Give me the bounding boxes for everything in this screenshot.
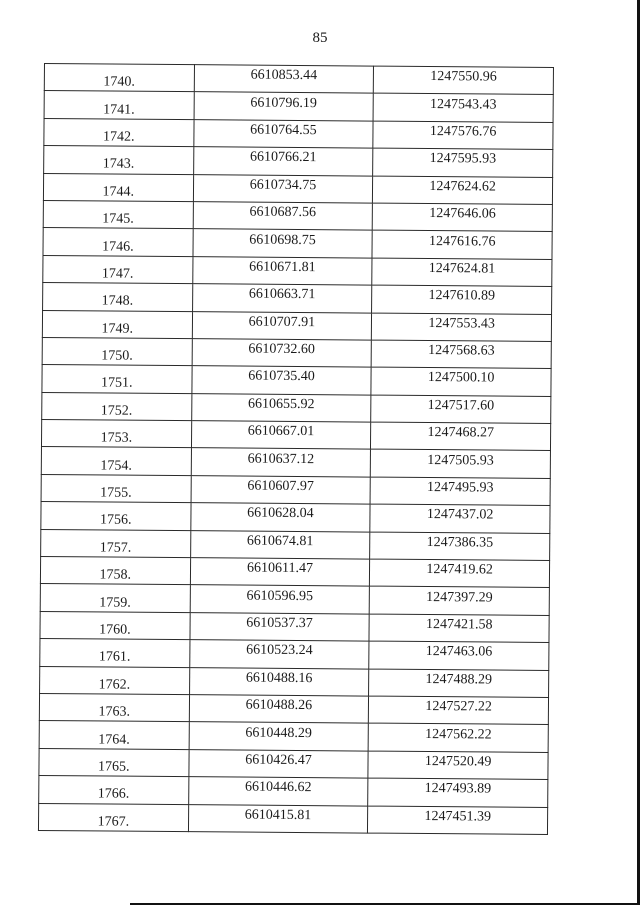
point-number-text: 1748. [101,293,134,310]
y-coordinate-cell [370,477,550,506]
table-row [43,255,552,286]
x-coordinate-cell [192,339,372,368]
point-number-text: 1751. [100,375,133,392]
table-row [41,447,550,478]
point-number-cell [41,529,191,558]
y-coordinate-cell [371,450,551,479]
point-number-text: 1766. [97,786,130,803]
x-coordinate-text: 6610537.37 [246,615,313,632]
x-coordinate-cell [192,284,372,313]
point-number-cell [43,200,193,229]
point-number-text: 1742. [102,129,135,145]
x-coordinate-text: 6610596.95 [246,588,314,604]
table-row [42,392,551,423]
y-coordinate-text: 1247437.02 [426,507,494,523]
point-number-text: 1758. [99,567,132,583]
point-number-cell [38,803,188,832]
point-number-text: 1749. [101,321,134,337]
point-number-cell [44,118,194,147]
point-number-cell [42,392,192,421]
y-coordinate-text: 1247386.35 [426,534,494,551]
table-row [40,639,549,670]
y-coordinate-text: 1247624.81 [428,260,496,277]
point-number-cell [44,91,194,120]
x-coordinate-cell [190,530,370,559]
point-number-text: 1759. [99,595,131,611]
point-number-cell [41,420,191,449]
point-number-text: 1753. [100,430,133,446]
x-coordinate-cell [188,777,368,806]
table-row [40,611,549,642]
y-coordinate-text: 1247419.62 [426,562,493,578]
y-coordinate-cell [373,176,553,205]
y-coordinate-text: 1247595.93 [429,151,497,167]
point-number-cell [40,584,190,613]
x-coordinate-text: 6610796.19 [250,95,317,111]
y-coordinate-text: 1247520.49 [424,753,492,770]
table-row [39,748,548,779]
x-coordinate-text: 6610607.97 [247,478,314,495]
x-coordinate-text: 6610687.56 [249,204,317,221]
y-coordinate-text: 1247488.29 [425,671,493,688]
table-row [41,502,550,533]
y-coordinate-cell [373,148,553,177]
table-row [40,666,549,697]
y-coordinate-cell [371,367,551,396]
x-coordinate-text: 6610415.81 [244,807,312,823]
x-coordinate-cell [193,229,373,258]
point-number-cell [39,721,189,750]
point-number-text: 1756. [99,512,132,529]
y-coordinate-text: 1247500.10 [427,370,495,387]
x-coordinate-text: 6610853.44 [250,67,318,84]
y-coordinate-text: 1247568.63 [428,343,495,359]
x-coordinate-cell [189,640,369,669]
point-number-text: 1757. [99,540,132,556]
table-row [39,693,548,724]
table-row [41,529,550,560]
y-coordinate-cell [368,806,548,835]
y-coordinate-text: 1247517.60 [427,397,495,414]
table-row [41,474,550,505]
point-number-cell [43,228,193,257]
point-number-text: 1762. [98,677,131,693]
x-coordinate-text: 6610707.91 [248,314,316,330]
x-coordinate-text: 6610698.75 [249,232,316,248]
y-coordinate-text: 1247562.22 [425,726,492,743]
x-coordinate-cell [189,695,369,724]
y-coordinate-cell [374,66,554,95]
table-row [39,721,548,752]
y-coordinate-cell [368,723,548,752]
point-number-text: 1750. [101,348,133,364]
y-coordinate-cell [372,313,552,342]
y-coordinate-cell [369,614,549,643]
y-coordinate-cell [373,93,553,122]
point-number-cell [41,474,191,503]
y-coordinate-text: 1247397.29 [426,589,493,606]
point-number-text: 1754. [100,458,132,474]
x-coordinate-cell [194,65,374,94]
x-coordinate-cell [190,558,370,587]
x-coordinate-cell [189,749,369,778]
y-coordinate-text: 1247550.96 [430,69,497,85]
x-coordinate-text: 6610488.16 [245,670,313,686]
y-coordinate-text: 1247421.58 [425,617,493,633]
point-number-cell [42,337,192,366]
point-number-text: 1764. [98,732,130,748]
x-coordinate-cell [191,393,371,422]
point-number-cell [42,365,192,394]
table-row [40,557,549,588]
x-coordinate-text: 6610764.55 [250,122,317,139]
x-coordinate-text: 6610448.29 [245,725,313,741]
point-number-cell [39,748,189,777]
point-number-cell [44,64,194,93]
point-number-text: 1745. [102,211,134,227]
x-coordinate-cell [191,421,371,450]
point-number-text: 1765. [97,759,130,775]
table-row [42,365,551,396]
point-number-text: 1741. [103,102,135,118]
x-coordinate-text: 6610628.04 [247,506,314,522]
y-coordinate-cell [370,504,550,533]
x-coordinate-cell [193,119,373,148]
point-number-cell [39,776,189,805]
point-number-cell [41,502,191,531]
x-coordinate-text: 6610766.21 [249,149,317,166]
y-coordinate-cell [373,121,553,150]
y-coordinate-cell [372,258,552,287]
x-coordinate-text: 6610674.81 [246,533,314,549]
point-number-cell [40,611,190,640]
y-coordinate-text: 1247610.89 [428,288,496,304]
point-number-text: 1744. [102,184,135,200]
x-coordinate-cell [191,448,371,477]
x-coordinate-text: 6610667.01 [247,423,315,440]
x-coordinate-cell [192,256,372,285]
table-row [44,91,553,122]
table-row [44,118,553,149]
y-coordinate-cell [369,641,549,670]
coordinates-table [38,63,554,835]
x-coordinate-cell [188,804,368,833]
y-coordinate-cell [372,285,552,314]
y-coordinate-text: 1247576.76 [429,124,497,140]
point-number-cell [39,693,189,722]
table-row [42,310,551,341]
y-coordinate-text: 1247468.27 [427,425,495,441]
y-coordinate-text: 1247463.06 [425,644,493,660]
point-number-cell [40,557,190,586]
point-number-cell [41,447,191,476]
coordinates-table-body [38,64,553,835]
page-number: 85 [312,30,328,46]
table-row [43,173,552,204]
point-number-cell [44,146,194,175]
point-number-cell [42,310,192,339]
table-row [43,283,552,314]
y-coordinate-cell [368,751,548,780]
table-row [44,64,553,95]
x-coordinate-cell [192,311,372,340]
x-coordinate-text: 6610637.12 [247,451,315,467]
y-coordinate-text: 1247495.93 [427,480,494,496]
point-number-cell [40,666,190,695]
point-number-text: 1755. [100,485,132,501]
table-row [44,146,553,177]
y-coordinate-cell [372,203,552,232]
x-coordinate-text: 6610735.40 [248,369,315,385]
x-coordinate-text: 6610446.62 [244,779,312,796]
table-row [41,420,550,451]
point-number-cell [43,173,193,202]
x-coordinate-cell [189,667,369,696]
point-number-cell [40,639,190,668]
y-coordinate-cell [368,778,548,807]
y-coordinate-cell [369,669,549,698]
x-coordinate-text: 6610523.24 [246,642,313,659]
x-coordinate-cell [190,612,370,641]
y-coordinate-cell [372,230,552,259]
x-coordinate-text: 6610734.75 [249,177,317,193]
x-coordinate-cell [189,722,369,751]
x-coordinate-text: 6610663.71 [248,286,316,303]
x-coordinate-text: 6610732.60 [248,341,316,358]
table-row [43,228,552,259]
y-coordinate-text: 1247646.06 [429,206,496,222]
table-row [38,803,547,834]
y-coordinate-text: 1247616.76 [428,233,496,250]
point-number-cell [43,255,193,284]
table-row [40,584,549,615]
x-coordinate-cell [190,503,370,532]
table-row [42,337,551,368]
point-number-text: 1761. [98,649,131,666]
y-coordinate-text: 1247527.22 [425,699,492,715]
table-row [43,200,552,231]
point-number-cell [43,283,193,312]
point-number-text: 1747. [101,266,134,282]
x-coordinate-cell [190,585,370,614]
y-coordinate-cell [371,422,551,451]
y-coordinate-cell [370,559,550,588]
point-number-text: 1746. [102,238,134,255]
point-number-text: 1752. [100,403,133,419]
y-coordinate-text: 1247505.93 [427,452,494,469]
x-coordinate-cell [193,202,373,231]
point-number-text: 1767. [97,814,130,830]
y-coordinate-cell [369,696,549,725]
y-coordinate-cell [370,532,550,561]
x-coordinate-text: 6610671.81 [249,259,316,276]
point-number-text: 1743. [102,156,135,173]
y-coordinate-cell [371,340,551,369]
y-coordinate-text: 1247553.43 [428,315,495,332]
x-coordinate-cell [193,174,373,203]
y-coordinate-text: 1247493.89 [424,781,492,797]
x-coordinate-text: 6610488.26 [245,697,313,714]
table-row [39,776,548,807]
y-coordinate-text: 1247543.43 [430,96,497,113]
x-coordinate-cell [193,147,373,176]
y-coordinate-text: 1247451.39 [424,808,492,825]
point-number-text: 1763. [98,704,131,720]
point-number-text: 1760. [99,622,131,638]
x-coordinate-text: 6610426.47 [245,752,312,769]
x-coordinate-cell [192,366,372,395]
y-coordinate-text: 1247624.62 [429,178,496,195]
y-coordinate-cell [371,395,551,424]
y-coordinate-cell [369,586,549,615]
x-coordinate-text: 6610655.92 [247,396,315,413]
point-number-text: 1740. [103,74,135,90]
x-coordinate-cell [191,476,371,505]
x-coordinate-text: 6610611.47 [246,560,314,577]
x-coordinate-cell [194,92,374,121]
